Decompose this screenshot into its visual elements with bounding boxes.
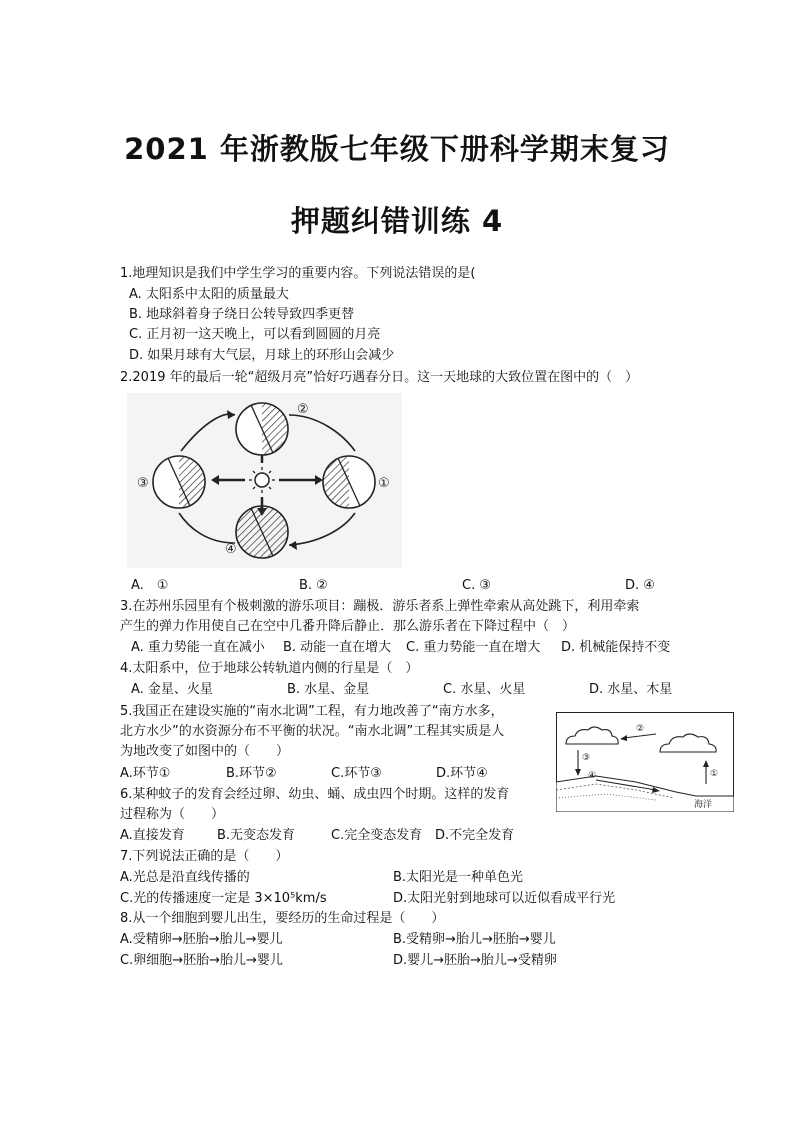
q6-option-b: B.无变态发育 xyxy=(217,828,296,843)
figure-label-3: ③ xyxy=(137,476,149,491)
q5-stem-line1: 5.我国正在建设实施的“南水北调”工程，有力地改善了“南方水多， xyxy=(120,704,504,719)
figure-label-1: ① xyxy=(710,769,719,779)
q3-option-a: A. 重力势能一直在减小 xyxy=(131,640,265,655)
q8-stem: 8.从一个细胞到婴儿出生，要经历的生命过程是（ ） xyxy=(120,911,445,926)
page-subtitle: 押题纠错训练 4 xyxy=(290,204,504,238)
q8-option-a: A.受精卵→胚胎→胎儿→婴儿 xyxy=(120,932,283,947)
q6-option-d: D.不完全发育 xyxy=(435,828,515,843)
q2-option-b: B. ② xyxy=(299,578,328,593)
q3-option-c: C. 重力势能一直在增大 xyxy=(406,640,541,655)
q4-option-b: B. 水星、金星 xyxy=(287,682,370,697)
q5-option-a: A.环节① xyxy=(120,766,171,781)
figure-label-3: ③ xyxy=(582,753,591,763)
q7-option-b: B.太阳光是一种单色光 xyxy=(393,870,524,885)
q4-option-a: A. 金星、火星 xyxy=(131,682,213,697)
figure-label-2: ② xyxy=(297,402,309,417)
ocean-label: 海洋 xyxy=(694,800,713,810)
q6-option-a: A.直接发育 xyxy=(120,828,185,843)
q3-stem-line1: 3.在苏州乐园里有个极刺激的游乐项目：蹦极．游乐者系上弹性牵索从高处跳下，利用牵索 xyxy=(120,599,640,614)
q7-option-d: D.太阳光射到地球可以近似看成平行光 xyxy=(393,891,616,906)
q1-option-b: B. 地球斜着身子绕日公转导致四季更替 xyxy=(129,307,355,322)
q7-option-c: C.光的传播速度一定是 3×10⁵km/s xyxy=(120,891,327,906)
q5-stem-line2: 北方水少”的水资源分布不平衡的状况。“南水北调”工程其实质是人 xyxy=(120,724,505,739)
q5-option-d: D.环节④ xyxy=(436,766,488,781)
q3-option-b: B. 动能一直在增大 xyxy=(283,640,392,655)
q6-option-c: C.完全变态发育 xyxy=(331,828,423,843)
figure-label-4: ④ xyxy=(225,542,237,557)
q2-stem: 2.2019 年的最后一轮“超级月亮”恰好巧遇春分日。这一天地球的大致位置在图中的（ ） xyxy=(120,370,639,385)
q6-stem-line2: 过程称为（ ） xyxy=(120,807,225,822)
q1-stem: 1.地理知识是我们中学生学习的重要内容。下列说法错误的是( xyxy=(120,266,476,281)
q5-option-b: B.环节② xyxy=(226,766,277,781)
q8-option-c: C.卵细胞→胚胎→胎儿→婴儿 xyxy=(120,953,283,968)
q8-option-d: D.婴儿→胚胎→胎儿→受精卵 xyxy=(393,953,557,968)
q6-stem-line1: 6.某种蚊子的发育会经过卵、幼虫、蛹、成虫四个时期。这样的发育 xyxy=(120,787,510,802)
page-title: 2021 年浙教版七年级下册科学期末复习 xyxy=(124,132,670,166)
q4-option-c: C. 水星、火星 xyxy=(443,682,526,697)
q1-option-d: D. 如果月球有大气层，月球上的环形山会减少 xyxy=(129,348,395,363)
q1-option-c: C. 正月初一这天晚上，可以看到圆圆的月亮 xyxy=(129,327,381,342)
q2-option-a: A. ① xyxy=(131,578,169,593)
figure-label-4: ④ xyxy=(588,771,597,781)
q2-option-d: D. ④ xyxy=(625,578,655,593)
q2-option-c: C. ③ xyxy=(462,578,491,593)
q4-stem: 4.太阳系中，位于地球公转轨道内侧的行星是（ ） xyxy=(120,661,419,676)
q7-stem: 7.下列说法正确的是（ ） xyxy=(120,849,289,864)
water-cycle-figure xyxy=(556,712,734,812)
q7-option-a: A.光总是沿直线传播的 xyxy=(120,870,250,885)
q5-stem-line3: 为地改变了如图中的（ ） xyxy=(120,744,290,759)
q5-option-c: C.环节③ xyxy=(331,766,382,781)
q8-option-b: B.受精卵→胎儿→胚胎→婴儿 xyxy=(393,932,556,947)
q3-option-d: D. 机械能保持不变 xyxy=(561,640,671,655)
earth-orbit-figure xyxy=(127,393,402,568)
q4-option-d: D. 水星、木星 xyxy=(589,682,673,697)
q1-option-a: A. 太阳系中太阳的质量最大 xyxy=(129,287,289,302)
figure-label-2: ② xyxy=(636,724,645,734)
figure-label-1: ① xyxy=(378,476,390,491)
q3-stem-line2: 产生的弹力作用使自己在空中几番升降后静止．那么游乐者在下降过程中（ ） xyxy=(120,619,576,634)
